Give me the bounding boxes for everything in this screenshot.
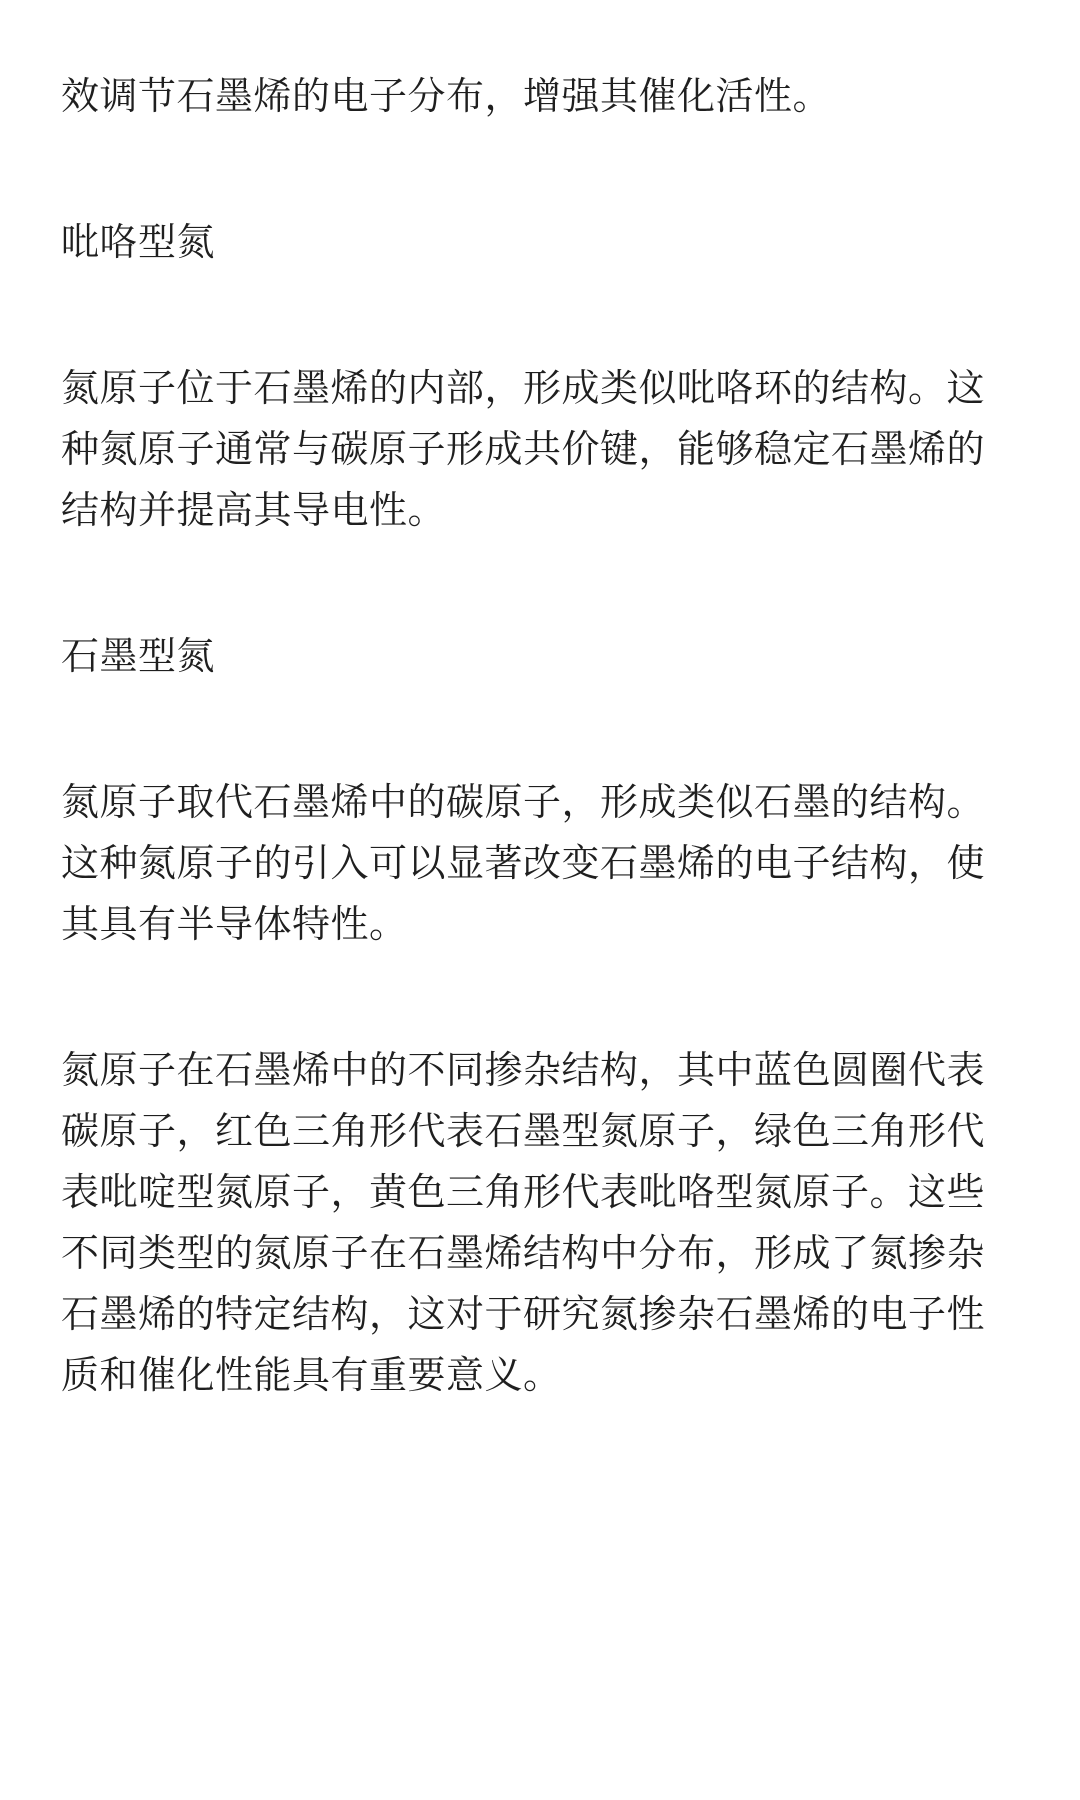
section-body-graphitic-nitrogen: 氮原子取代石墨烯中的碳原子，形成类似石墨的结构。这种氮原子的引入可以显著改变石墨烯的电子结构，使其具有半导体特性。 <box>61 780 986 946</box>
summary-paragraph: 氮原子在石墨烯中的不同掺杂结构，其中蓝色圆圈代表碳原子，红色三角形代表石墨型氮原子，绿色三角形代表吡啶型氮原子，黄色三角形代表吡咯型氮原子。这些不同类型的氮原子在石墨烯结构中分布，形成了氮掺杂石墨烯的特定结构，这对于研究氮掺杂石墨烯的电子性质和催化性能具有重要意义。 <box>61 1048 986 1397</box>
section-body-pyrrolic-nitrogen: 氮原子位于石墨烯的内部，形成类似吡咯环的结构。这种氮原子通常与碳原子形成共价键，能够稳定石墨烯的结构并提高其导电性。 <box>61 366 986 532</box>
section-heading-graphitic-nitrogen: 石墨型氮 <box>61 634 216 678</box>
intro-paragraph-tail: 效调节石墨烯的电子分布，增强其催化活性。 <box>61 74 832 118</box>
section-heading-pyrrolic-nitrogen: 吡咯型氮 <box>61 220 216 264</box>
article-body <box>61 66 1019 1406</box>
